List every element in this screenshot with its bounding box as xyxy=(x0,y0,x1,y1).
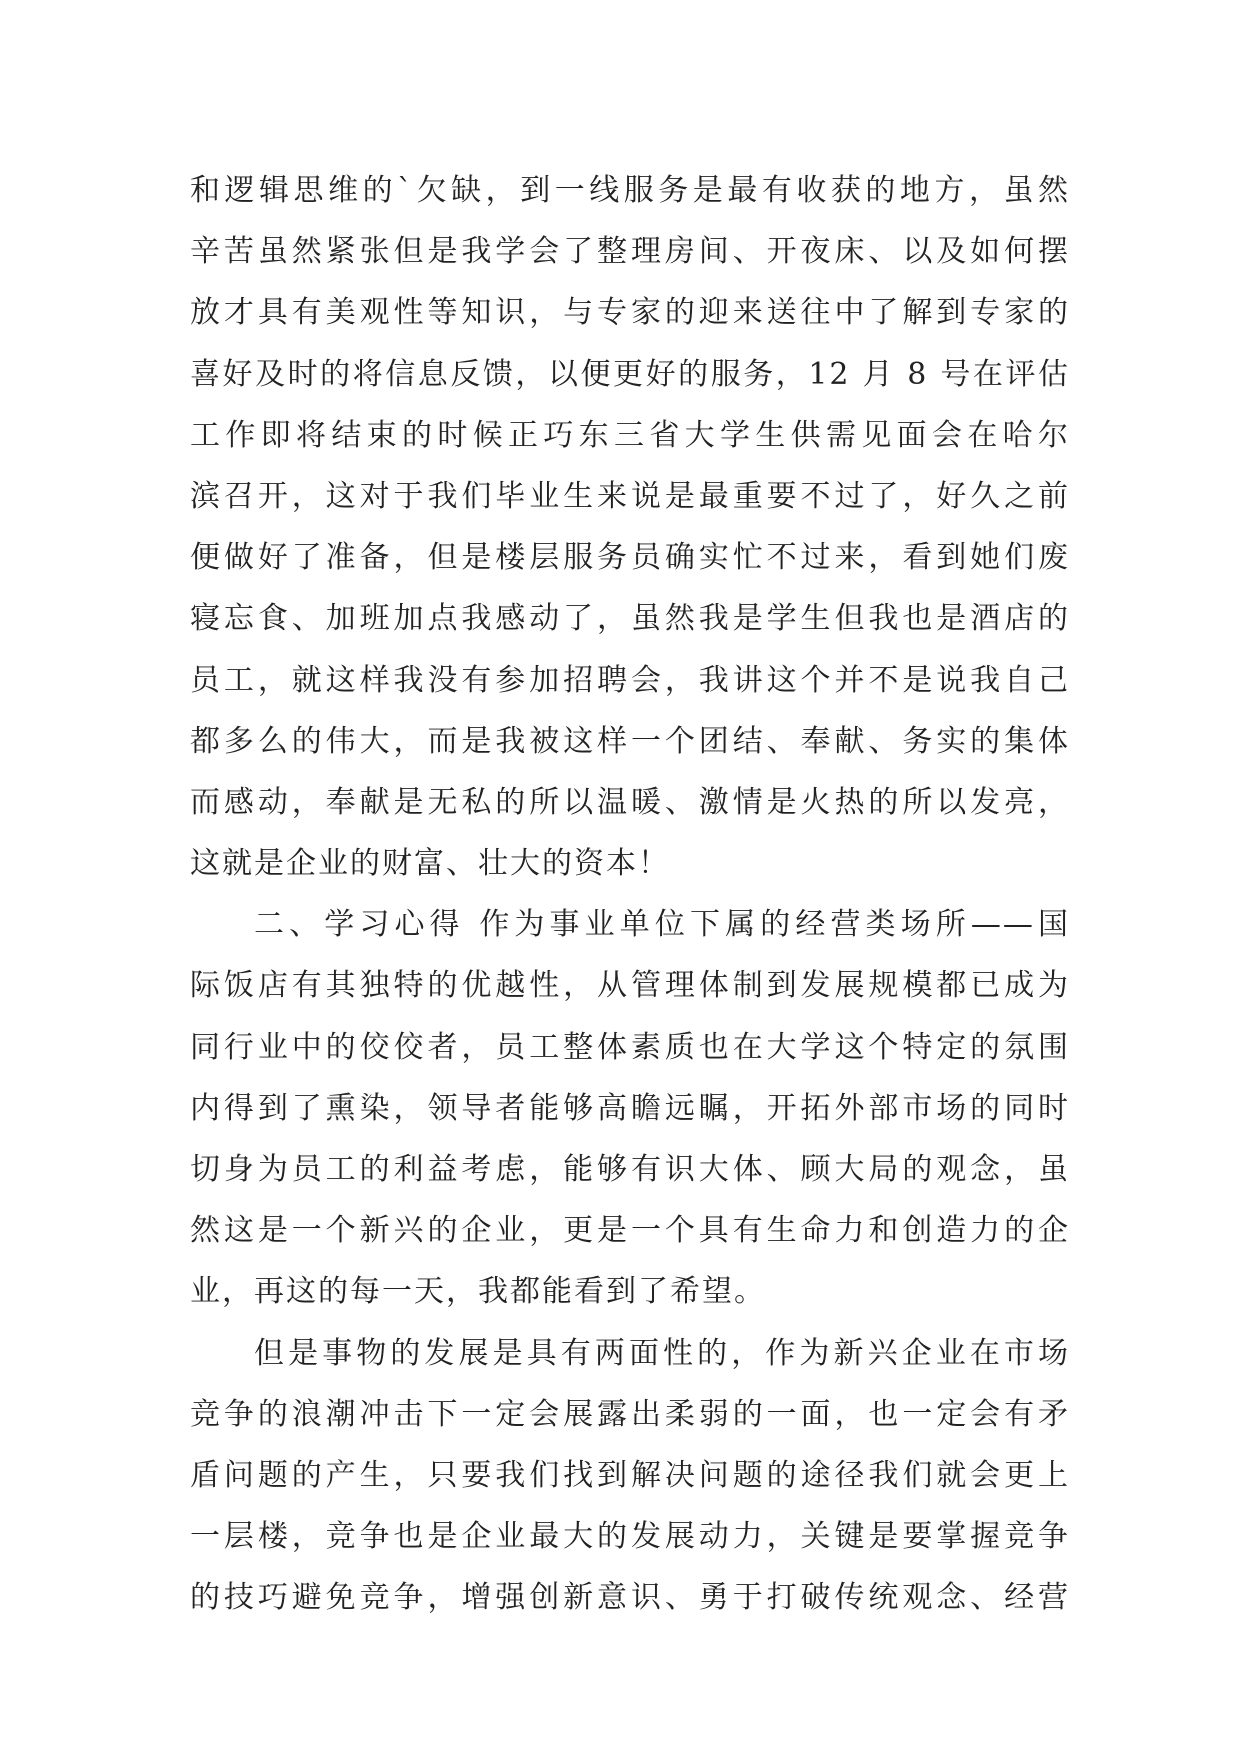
body-text xyxy=(190,160,1070,1629)
text-line: 业，再这的每一天，我都能看到了希望。 xyxy=(190,1274,766,1310)
text-line: 这就是企业的财富、壮大的资本！ xyxy=(190,846,670,882)
text-line: 员工，就这样我没有参加招聘会，我讲这个并不是说我自己 xyxy=(190,662,1070,698)
text-line: 寝忘食、加班加点我感动了，虽然我是学生但我也是酒店的 xyxy=(190,601,1070,637)
text-line: 盾问题的产生，只要我们找到解决问题的途径我们就会更上 xyxy=(190,1457,1070,1493)
text-line: 喜好及时的将信息反馈，以便更好的服务，12 月 8 号在评估 xyxy=(190,356,1070,392)
text-line: 工作即将结束的时候正巧东三省大学生供需见面会在哈尔 xyxy=(190,417,1070,453)
text-line: 际饭店有其独特的优越性，从管理体制到发展规模都已成为 xyxy=(190,968,1070,1004)
paragraph-start-line: 但是事物的发展是具有两面性的，作为新兴企业在市场 xyxy=(254,1335,1070,1371)
text-line: 和逻辑思维的`欠缺，到一线服务是最有收获的地方，虽然 xyxy=(190,173,1070,208)
text-line: 然这是一个新兴的企业，更是一个具有生命力和创造力的企 xyxy=(190,1213,1070,1249)
text-line: 都多么的伟大，而是我被这样一个团结、奉献、务实的集体 xyxy=(190,723,1070,759)
text-line: 滨召开，这对于我们毕业生来说是最重要不过了，好久之前 xyxy=(190,478,1070,514)
text-line: 的技巧避免竞争，增强创新意识、勇于打破传统观念、经营 xyxy=(190,1580,1070,1616)
text-line: 便做好了准备，但是楼层服务员确实忙不过来，看到她们废 xyxy=(190,540,1070,576)
text-line: 辛苦虽然紧张但是我学会了整理房间、开夜床、以及如何摆 xyxy=(190,234,1070,270)
text-line: 切身为员工的利益考虑，能够有识大体、顾大局的观念，虽 xyxy=(190,1152,1070,1187)
text-line: 内得到了熏染，领导者能够高瞻远瞩，开拓外部市场的同时 xyxy=(190,1090,1070,1126)
text-line: 竞争的浪潮冲击下一定会展露出柔弱的一面，也一定会有矛 xyxy=(190,1396,1070,1432)
text-line: 而感动，奉献是无私的所以温暖、激情是火热的所以发亮， xyxy=(190,784,1070,820)
section-heading-line: 二、学习心得 作为事业单位下属的经营类场所——国 xyxy=(254,907,1070,943)
text-line: 同行业中的佼佼者，员工整体素质也在大学这个特定的氛围 xyxy=(190,1029,1070,1065)
text-line: 放才具有美观性等知识，与专家的迎来送往中了解到专家的 xyxy=(190,295,1070,331)
text-line: 一层楼，竞争也是企业最大的发展动力，关键是要掌握竞争 xyxy=(190,1519,1070,1555)
